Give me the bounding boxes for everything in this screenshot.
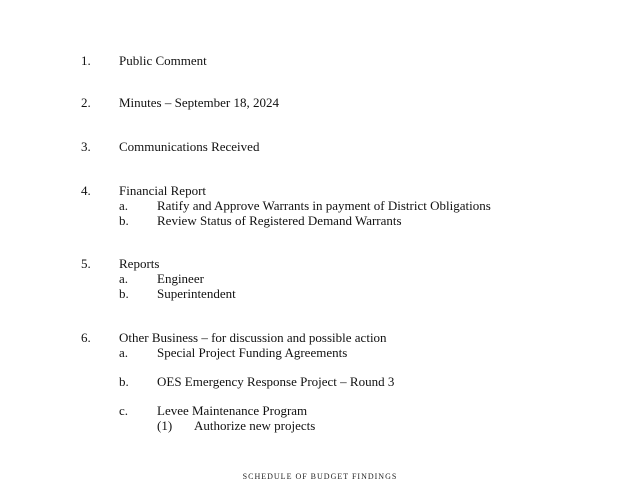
agenda-subitem-6b (0, 374, 640, 389)
agenda-item-title: Other Business – for discussion and possible action (119, 330, 387, 345)
subitem-letter: a. (119, 345, 129, 360)
subitem-letter: c. (119, 403, 129, 418)
agenda-item-number: 2. (81, 95, 91, 110)
agenda-item-title: Reports (119, 256, 160, 271)
subsubitem-marker: (1) (157, 418, 173, 433)
agenda-subitem-5b (0, 286, 640, 301)
subitem-text: Review Status of Registered Demand Warrants (157, 213, 402, 228)
agenda-subitem-6a (0, 345, 640, 360)
agenda-item-title: Minutes – September 18, 2024 (119, 95, 279, 110)
page-footer: SCHEDULE OF BUDGET FINDINGS (242, 472, 398, 481)
agenda-subitem-4b (0, 213, 640, 228)
agenda-item-number: 1. (81, 53, 91, 68)
agenda-item-number: 5. (81, 256, 91, 271)
agenda-subitem-6c (0, 403, 640, 418)
agenda-subitem-4a (0, 198, 640, 213)
subitem-text: Special Project Funding Agreements (157, 345, 348, 360)
subitem-text: Superintendent (157, 286, 236, 301)
agenda-item-number: 3. (81, 139, 91, 154)
agenda-subitem-5a (0, 271, 640, 286)
subitem-text: Engineer (157, 271, 204, 286)
subitem-letter: a. (119, 271, 129, 286)
agenda-item-number: 6. (81, 330, 91, 345)
agenda-item-title: Communications Received (119, 139, 260, 154)
agenda-item-title: Public Comment (119, 53, 207, 68)
subitem-text: OES Emergency Response Project – Round 3 (157, 374, 395, 389)
agenda-item-title: Financial Report (119, 183, 207, 198)
subitem-text: Levee Maintenance Program (157, 403, 308, 418)
subitem-letter: b. (119, 213, 129, 228)
subitem-letter: b. (119, 286, 129, 301)
agenda-item-number: 4. (81, 183, 91, 198)
subitem-letter: a. (119, 198, 129, 213)
subitem-letter: b. (119, 374, 129, 389)
subitem-text: Ratify and Approve Warrants in payment of District Obligations (157, 198, 491, 213)
subsubitem-text: Authorize new projects (194, 418, 316, 433)
agenda-subsubitem-6c1 (0, 418, 640, 433)
